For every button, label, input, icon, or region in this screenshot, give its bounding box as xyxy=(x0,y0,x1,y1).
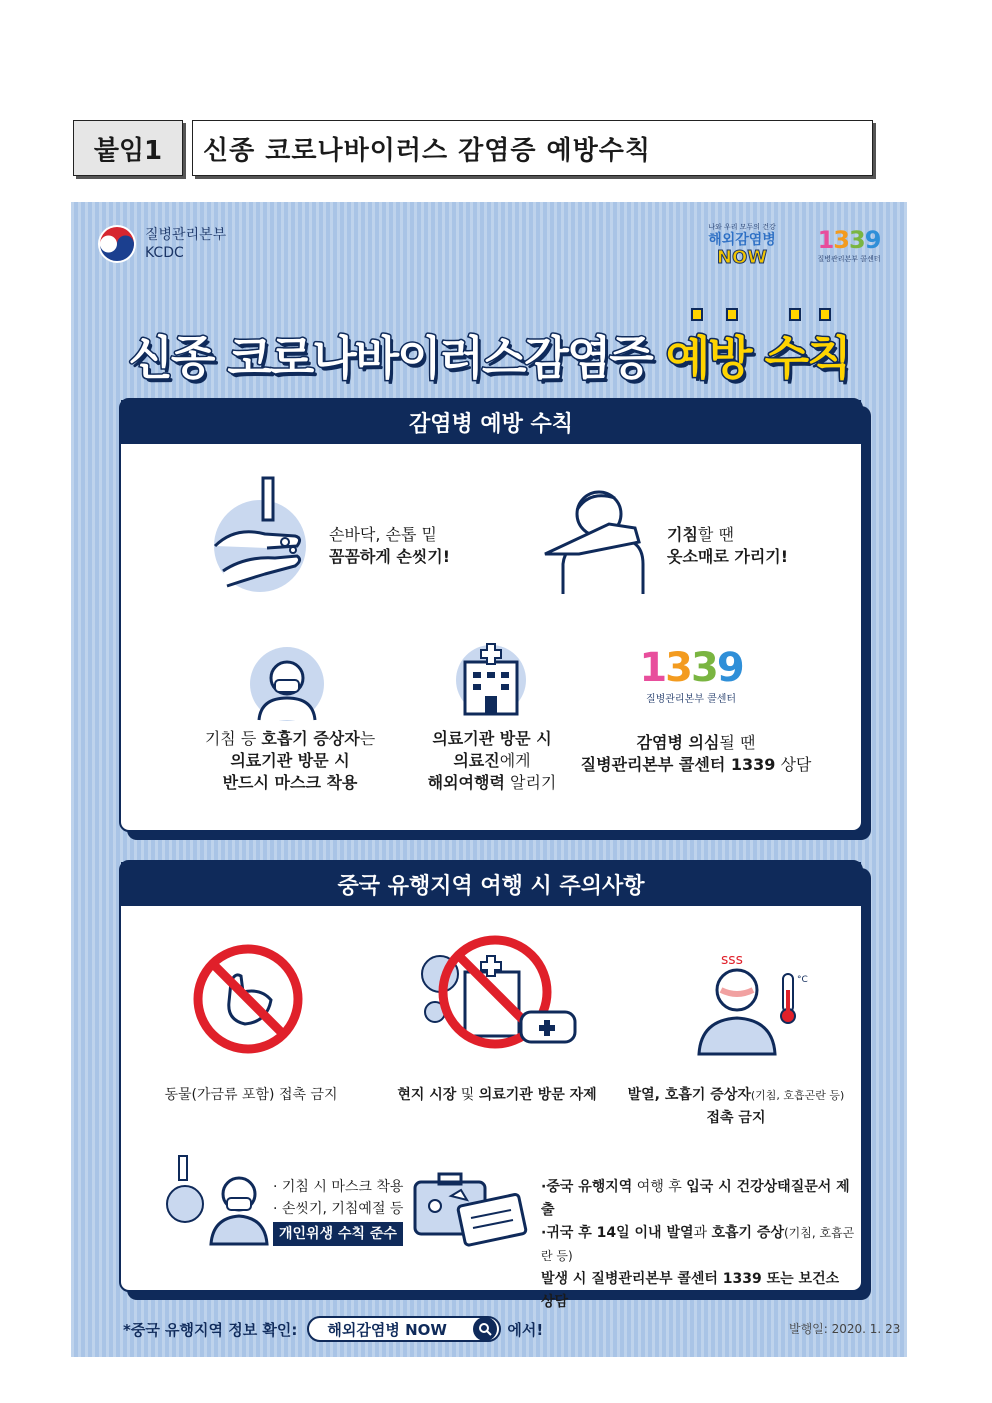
prevention-poster xyxy=(71,202,907,1357)
text-line: 손바닥, 손톱 밑 xyxy=(329,525,437,544)
text-line xyxy=(407,772,577,794)
hospital-icon xyxy=(451,640,531,720)
fever-caption xyxy=(623,1084,849,1129)
digit: 3 xyxy=(833,226,849,254)
text-line xyxy=(541,1176,857,1222)
text-line: 꼼꼼하게 손씻기! xyxy=(329,547,451,566)
prevention-rules-panel xyxy=(119,398,863,832)
org-name: 질병관리본부 xyxy=(145,227,227,243)
attachment-label: 붙임1 xyxy=(73,120,183,176)
text-bold: 해외여행력 xyxy=(427,773,505,792)
callcenter-text xyxy=(579,732,813,776)
text-bold: 기침 xyxy=(667,525,698,544)
no-market-caption xyxy=(383,1084,611,1106)
text-line xyxy=(623,1084,849,1107)
text-line xyxy=(579,754,813,776)
section2-heading: 중국 유행지역 여행 시 주의사항 xyxy=(121,862,861,906)
fever-person-icon xyxy=(693,946,813,1060)
text-rest: 는 xyxy=(359,729,376,748)
text-line: 옷소매로 가리기! xyxy=(667,547,789,566)
text-bold: 질병관리본부 콜센터 1339 xyxy=(580,755,776,774)
digit: 3 xyxy=(665,645,691,691)
search-icon xyxy=(473,1317,497,1341)
now-tagline: 나와 우리 모두의 건강 xyxy=(708,223,776,231)
return-notes xyxy=(541,1176,857,1314)
hygiene-text xyxy=(273,1176,403,1246)
text-line xyxy=(195,728,385,750)
hospital-text xyxy=(407,728,577,794)
digit: 9 xyxy=(864,226,881,254)
no-poultry-icon xyxy=(191,942,305,1060)
now-logo xyxy=(703,222,781,268)
handwash-text xyxy=(329,524,450,568)
title-part2: 예방 수칙 xyxy=(665,331,850,385)
text-line xyxy=(667,524,788,546)
text-bold: 감염병 의심 xyxy=(636,733,720,752)
taegeuk-emblem-icon xyxy=(97,224,137,264)
now-line1: 해외감염병 xyxy=(708,232,776,248)
callcenter-1339-icon xyxy=(621,646,761,705)
text-rest: 과 xyxy=(693,1225,712,1241)
hygiene-tag: 개인위생 수칙 준수 xyxy=(273,1222,403,1246)
text-line xyxy=(579,732,813,754)
text-rest: 및 xyxy=(456,1087,479,1103)
bullet-line: · 기침 시 마스크 착용 xyxy=(273,1179,404,1195)
footer-suffix: 에서! xyxy=(507,1320,544,1339)
text-line: 발생 시 질병관리본부 콜센터 1339 또는 보건소 상담 xyxy=(541,1271,840,1310)
text-bold: 의료진 xyxy=(453,751,500,770)
cough-sleeve-icon xyxy=(539,484,647,600)
org-abbr: KCDC xyxy=(145,245,184,261)
section1-heading: 감염병 예방 수칙 xyxy=(121,400,861,444)
text-line xyxy=(407,750,577,772)
svg-text:ꜱꜱꜱ: ꜱꜱꜱ xyxy=(721,952,743,968)
bullet-line: · 손씻기, 기침예절 등 xyxy=(273,1201,404,1217)
text-rest: 될 땐 xyxy=(719,733,756,752)
document-title: 신종 코로나바이러스 감염증 예방수칙 xyxy=(192,120,873,176)
text-bold: 호흡기 증상자 xyxy=(261,729,360,748)
publish-date: 발행일: 2020. 1. 23 xyxy=(789,1322,901,1336)
text-bold: 입국 시 건강상태질문서 제출 xyxy=(541,1179,850,1218)
text-rest: 할 땐 xyxy=(697,525,734,544)
text-rest: 상담 xyxy=(775,755,812,774)
title-part1: 신종 코로나바이러스감염증 xyxy=(128,331,652,385)
no-market-hospital-icon xyxy=(405,934,585,1068)
luggage-form-icon xyxy=(411,1170,527,1250)
text-bold: 의료기관 방문 자제 xyxy=(478,1087,597,1103)
now-line2: NOW xyxy=(716,247,768,268)
text-line: 의료기관 방문 시 xyxy=(432,729,552,748)
footer-prefix: *중국 유행지역 정보 확인: xyxy=(123,1320,298,1339)
svg-text:°C: °C xyxy=(797,975,808,985)
text-bold: ·중국 유행지역 xyxy=(541,1179,633,1195)
kcdc-logo xyxy=(97,224,226,264)
poster-footer xyxy=(123,1316,543,1342)
no-poultry-caption: 동물(가금류 포함) 접촉 금지 xyxy=(164,1087,338,1103)
text-bold: 현지 시장 xyxy=(397,1087,457,1103)
hygiene-icon xyxy=(155,1154,271,1250)
handwash-icon xyxy=(205,476,315,600)
travel-precautions-panel xyxy=(119,860,863,1310)
text-bold: 호흡기 증상 xyxy=(711,1225,784,1241)
callcenter-caption: 질병관리본부 콜센터 xyxy=(645,694,737,705)
now-search-pill[interactable] xyxy=(307,1316,501,1342)
text-rest: 알리기 xyxy=(504,773,557,792)
text-line: 접촉 금지 xyxy=(706,1110,766,1126)
callcenter-caption: 질병관리본부 콜센터 xyxy=(817,255,881,263)
pill-text: 해외감염병 NOW xyxy=(327,1320,447,1339)
digit: 3 xyxy=(849,226,865,254)
digit: 9 xyxy=(716,645,743,691)
text-bold: ·귀국 후 14일 이내 발열 xyxy=(541,1225,694,1241)
text-rest: 에게 xyxy=(499,751,531,770)
text-rest: 기침 등 xyxy=(204,729,262,748)
text-rest: 여행 후 xyxy=(632,1179,687,1195)
text-line xyxy=(541,1222,857,1268)
text-small: (기침, 호흡곤란 등) xyxy=(541,1226,855,1263)
text-line: 의료기관 방문 시 xyxy=(230,751,350,770)
text-small: (기침, 호흡곤란 등) xyxy=(750,1089,845,1102)
digit: 3 xyxy=(691,645,717,691)
digit: 1 xyxy=(817,226,834,254)
mask-text xyxy=(195,728,385,794)
mask-person-icon xyxy=(249,646,325,726)
poster-main-title xyxy=(71,322,907,388)
callcenter-logo-small xyxy=(809,226,889,264)
text-line: 반드시 마스크 착용 xyxy=(222,773,358,792)
cough-text xyxy=(667,524,788,568)
text-bold: 발열, 호흡기 증상자 xyxy=(627,1087,751,1103)
digit: 1 xyxy=(639,645,666,691)
